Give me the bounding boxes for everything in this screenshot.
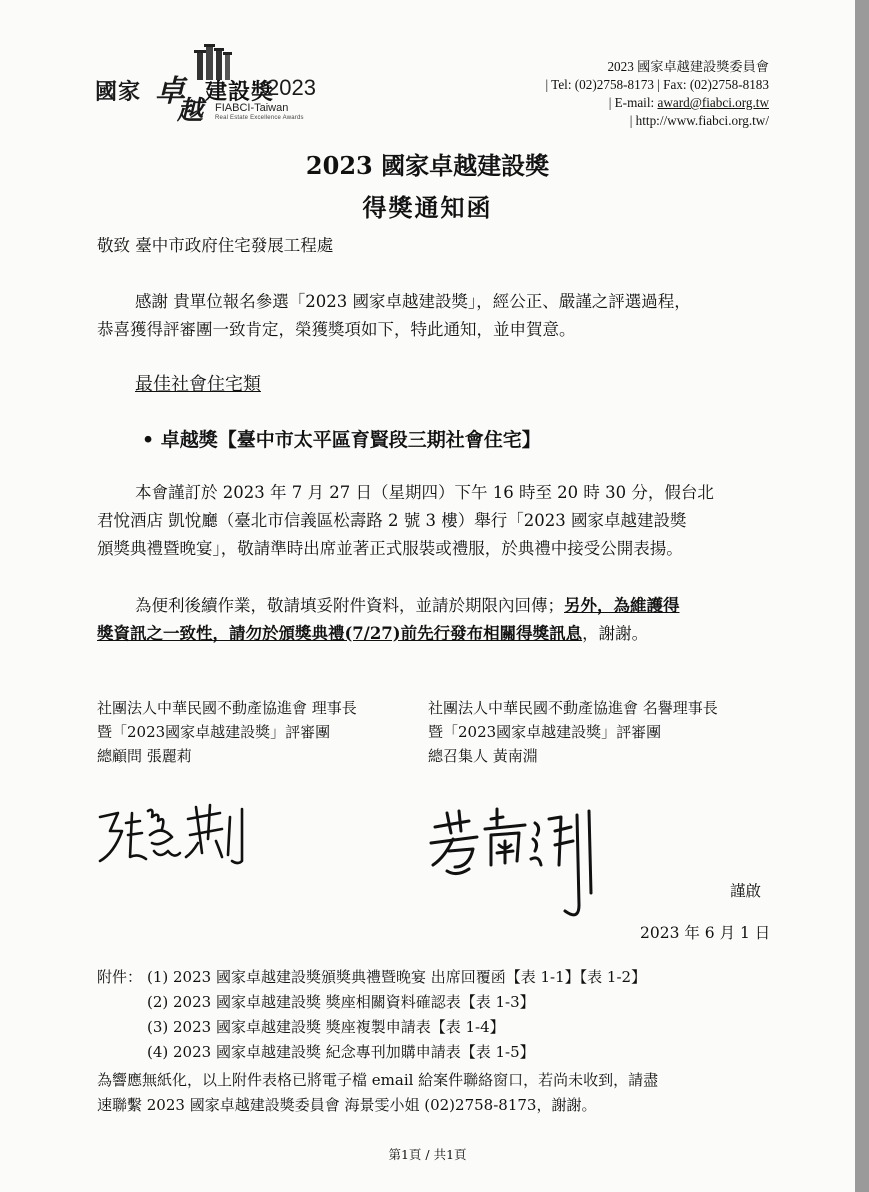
contact-tel-fax: | Tel: (02)2758-8173 | Fax: (02)2758-8183 [545,77,769,92]
contact-block [545,58,769,130]
page-number: 第1頁 / 共1頁 [388,1147,467,1162]
signatory-left-line2: 暨「2023國家卓越建設獎」評審團 [97,723,331,741]
para3-line1 [135,592,680,616]
attachment-item-4: (4) 2023 國家卓越建設獎 紀念專刊加購申請表【表 1-5】 [147,1043,535,1061]
signature-left-image [92,795,252,875]
logo-text-a: 國家 [95,79,142,105]
signatory-left-line3: 總顧問 張麗莉 [97,747,192,765]
signatory-right [428,696,718,768]
para3-line2 [97,620,648,644]
para3-text-b: ，謝謝。 [582,624,649,643]
attachment-item-1: (1) 2023 國家卓越建設獎頒獎典禮暨晚宴 出席回覆函【表 1-1】【表 1-2】 [147,968,647,986]
attachments-label: 附件： [97,968,143,986]
para1-line2: 恭喜獲得評審團一致肯定，榮獲獎項如下，特此通知，並申賀意。 [97,320,576,339]
contact-email-link[interactable]: award@fiabci.org.tw [657,95,769,110]
attachment-item-2: (2) 2023 國家卓越建設獎 獎座相關資料確認表【表 1-3】 [147,993,535,1011]
para3-emphasis-b: 獎資訊之一致性，請勿於頒獎典禮(7/27)前先行發布相關得獎訊息 [97,624,583,643]
para2-line2: 君悅酒店 凱悅廳（臺北市信義區松壽路 2 號 3 樓）舉行「2023 國家卓越建設獎 [97,511,687,530]
signatory-right-line1: 社團法人中華民國不動產協進會 名譽理事長 [428,699,718,717]
award-category: 最佳社會住宅類 [135,374,261,395]
signatory-right-line2: 暨「2023國家卓越建設獎」評審團 [428,723,662,741]
attachments-note-line1: 為響應無紙化，以上附件表格已將電子檔 email 給案件聯絡窗口，若尚未收到，請盡 [97,1071,659,1089]
attachments-note-line2: 速聯繫 2023 國家卓越建設獎委員會 海景雯小姐 (02)2758-8173，謝謝。 [97,1096,597,1114]
logo-text-b: 卓 [155,74,185,109]
contact-email-prefix: | E-mail: [608,95,658,110]
signatory-left-line1: 社團法人中華民國不動產協進會 理事長 [97,699,357,717]
page-edge [855,0,869,1192]
salutation: 敬致 臺中市政府住宅發展工程處 [97,236,334,255]
contact-email-line [545,94,769,112]
contact-org: 2023 國家卓越建設獎委員會 [607,59,769,74]
contact-url[interactable]: | http://www.fiabci.org.tw/ [629,113,769,128]
award-logo [95,42,335,128]
document-title: 2023 國家卓越建設獎 [305,151,550,180]
signatory-left [97,696,357,768]
logo-year: 2023 [267,75,316,100]
signatory-right-line3: 總召集人 黃南淵 [428,747,538,765]
para3-text-a: 為便利後續作業，敬請填妥附件資料，並請於期限內回傳； [135,596,564,615]
closing-phrase: 謹啟 [730,882,762,900]
attachment-item-3: (3) 2023 國家卓越建設獎 獎座複製申請表【表 1-4】 [147,1018,505,1036]
para3-emphasis-a: 另外，為維護得 [564,596,680,615]
logo-tagline: Real Estate Excellence Awards [215,115,304,121]
para2-line3: 頒獎典禮暨晚宴」，敬請準時出席並著正式服裝或禮服，於典禮中接受公開表揚。 [97,539,683,558]
logo-subtitle: FIABCI-Taiwan [215,102,289,114]
logo-text-d: 建設獎 [205,79,275,105]
attachment-list [147,965,646,1065]
para1-line1: 感謝 貴單位報名參選「2023 國家卓越建設獎」，經公正、嚴謹之評選過程， [135,292,691,311]
para2-line1: 本會謹訂於 2023 年 7 月 27 日（星期四）下午 16 時至 20 時 30 分，假台北 [135,483,714,502]
award-title: • 卓越獎【臺中市太平區育賢段三期社會住宅】 [142,429,541,451]
document-subtitle: 得獎通知函 [362,193,493,222]
logo-text-c: 越 [177,96,204,126]
letter-date: 2023 年 6 月 1 日 [640,924,771,942]
signature-right-image [425,805,605,930]
